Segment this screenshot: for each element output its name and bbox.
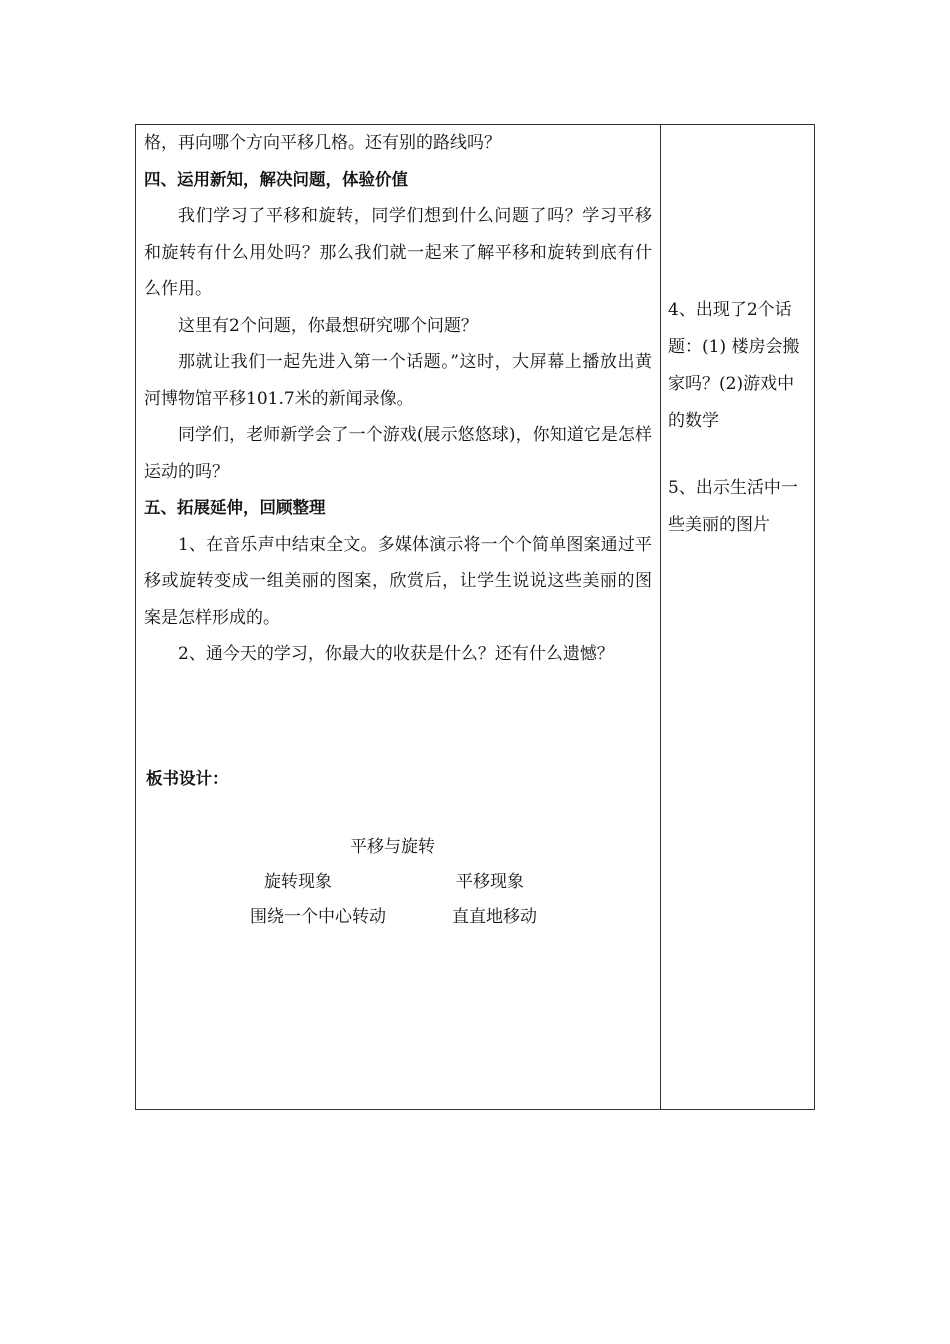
board-right-description: 直直地移动 <box>452 907 537 927</box>
note-5: 5、出示生活中一些美丽的图片 <box>668 478 798 535</box>
paragraph: 那就让我们一起先进入第一个话题。”这时，大屏幕上播放出黄河博物馆平移101.7米的新闻录像。 <box>144 352 652 409</box>
paragraph: 1、在音乐声中结束全文。多媒体演示将一个个简单图案通过平移或旋转变成一组美丽的图案，欣赏后，让学生说说这些美丽的图案是怎样形成的。 <box>144 534 652 628</box>
paragraph: 这里有2个问题，你最想研究哪个问题？ <box>178 315 478 336</box>
paragraph: 2、通今天的学习，你最大的收获是什么？还有什么遗憾？ <box>178 644 614 664</box>
board-left-heading: 旋转现象 <box>264 872 332 892</box>
text-line: 格，再向哪个方向平移几格。还有别的路线吗？ <box>144 133 501 153</box>
board-left-description: 围绕一个中心转动 <box>250 907 386 927</box>
board-design-label: 板书设计： <box>146 769 229 788</box>
notes-column <box>668 292 810 574</box>
board-title: 平移与旋转 <box>350 837 435 857</box>
column-divider <box>660 125 661 1109</box>
board-right-heading: 平移现象 <box>456 872 524 892</box>
lesson-table <box>135 124 815 1110</box>
paragraph: 我们学习了平移和旋转，同学们想到什么问题了吗？学习平移和旋转有什么用处吗？那么我们就一起来了解平移和旋转到底有什么作用。 <box>144 206 652 299</box>
main-column <box>144 125 652 673</box>
paragraph: 同学们，老师新学会了一个游戏(展示悠悠球)，你知道它是怎样运动的吗？ <box>144 425 652 482</box>
note-4: 4、出现了2个话题：(1) 楼房会搬家吗？(2)游戏中的数学 <box>668 300 800 431</box>
section-heading-5: 五、拓展延伸，回顾整理 <box>144 498 326 517</box>
section-heading-4: 四、运用新知，解决问题，体验价值 <box>144 169 408 189</box>
